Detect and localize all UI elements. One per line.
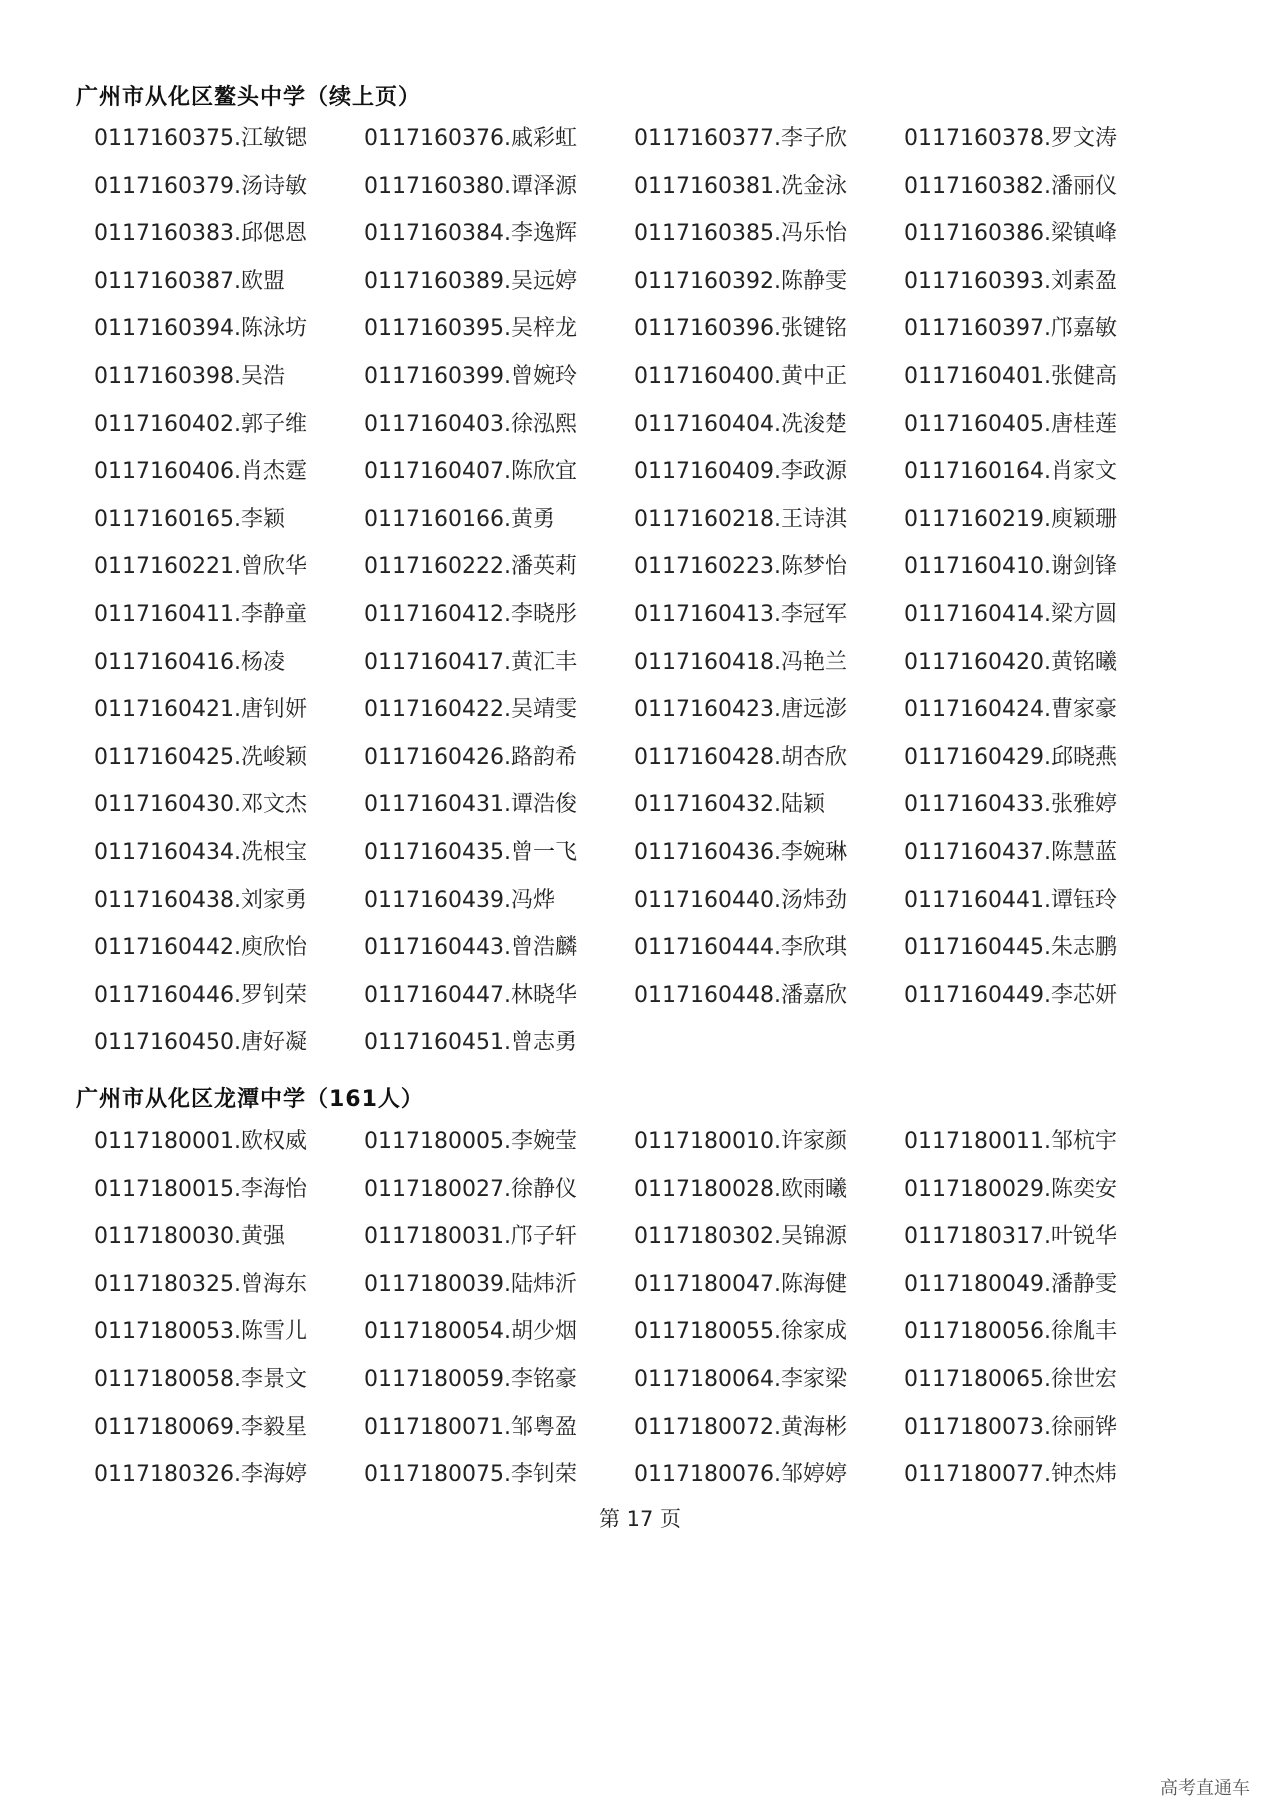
- list-item: 0117180065.徐世宏: [904, 1366, 1117, 1392]
- list-item: 0117160397.邝嘉敏: [904, 316, 1117, 342]
- list-item: 0117160399.曾婉玲: [364, 363, 577, 389]
- list-row: [94, 1175, 1214, 1223]
- list-item: 0117180028.欧雨曦: [634, 1176, 847, 1202]
- list-item: 0117160412.李晓彤: [364, 601, 577, 627]
- list-row: [94, 314, 1214, 362]
- list-item: 0117160434.冼根宝: [94, 839, 307, 865]
- list-item: 0117160410.谢剑锋: [904, 554, 1117, 580]
- list-item: 0117180054.胡少烟: [364, 1319, 577, 1345]
- list-item: 0117160449.李芯妍: [904, 982, 1117, 1008]
- list-row: [94, 124, 1214, 172]
- list-item: 0117160377.李子欣: [634, 126, 847, 151]
- section-title-longtan: 广州市从化区龙潭中学（161人）: [76, 1087, 424, 1112]
- list-item: 0117180073.徐丽铧: [904, 1414, 1117, 1440]
- list-row: [94, 1127, 1214, 1175]
- list-item: 0117160428.胡杏欣: [634, 744, 847, 770]
- list-item: 0117180325.曾海东: [94, 1271, 307, 1297]
- list-item: 0117160432.陆颖: [634, 792, 825, 818]
- list-item: 0117160376.戚彩虹: [364, 126, 577, 151]
- list-row: [94, 648, 1214, 696]
- list-item: 0117180072.黄海彬: [634, 1414, 847, 1440]
- list-item: 0117180077.钟杰炜: [904, 1462, 1117, 1488]
- list-item: 0117160378.罗文涛: [904, 126, 1117, 151]
- list-item: 0117160438.刘家勇: [94, 887, 307, 913]
- list-item: 0117160406.肖杰霆: [94, 459, 307, 485]
- list-row: [94, 1317, 1214, 1365]
- list-item: 0117160450.唐好凝: [94, 1030, 307, 1056]
- list-item: 0117160440.汤炜劲: [634, 887, 847, 913]
- page-number: 第 17 页: [598, 1507, 682, 1531]
- list-row: [94, 1460, 1214, 1508]
- list-row: [94, 505, 1214, 553]
- list-item: 0117180075.李钊荣: [364, 1462, 577, 1488]
- list-item: 0117160381.冼金泳: [634, 173, 847, 199]
- list-row: [94, 219, 1214, 267]
- list-item: 0117160222.潘英莉: [364, 554, 577, 580]
- list-item: 0117180049.潘静雯: [904, 1271, 1117, 1297]
- list-item: 0117160436.李婉琳: [634, 839, 847, 865]
- list-item: 0117160421.唐钊妍: [94, 697, 307, 723]
- list-item: 0117180058.李景文: [94, 1366, 307, 1392]
- list-item: 0117160379.汤诗敏: [94, 173, 307, 199]
- list-item: 0117160445.朱志鹏: [904, 935, 1117, 961]
- list-item: 0117160448.潘嘉欣: [634, 982, 847, 1008]
- list-item: 0117180317.叶锐华: [904, 1224, 1117, 1250]
- list-item: 0117180302.吴锦源: [634, 1224, 847, 1250]
- list-item: 0117160451.曾志勇: [364, 1030, 577, 1056]
- list-item: 0117180056.徐胤丰: [904, 1319, 1117, 1345]
- list-item: 0117160430.邓文杰: [94, 792, 307, 818]
- list-item: 0117160435.曾一飞: [364, 839, 577, 865]
- list-row: [94, 410, 1214, 458]
- list-item: 0117160400.黄中正: [634, 363, 847, 389]
- section-title-aotou: 广州市从化区鳌头中学（续上页）: [76, 85, 422, 110]
- list-item: 0117180069.李毅星: [94, 1414, 307, 1440]
- list-item: 0117160414.梁方圆: [904, 601, 1117, 627]
- list-row: [94, 1413, 1214, 1461]
- list-item: 0117160401.张健高: [904, 363, 1117, 389]
- watermark: 高考直通车: [1160, 1778, 1250, 1799]
- list-item: 0117160441.谭钰玲: [904, 887, 1117, 913]
- list-item: 0117160423.唐远澎: [634, 697, 847, 723]
- list-item: 0117160394.陈泳坊: [94, 316, 307, 342]
- list-item: 0117160425.冼峻颖: [94, 744, 307, 770]
- list-row: [94, 886, 1214, 934]
- list-item: 0117180059.李铭豪: [364, 1366, 577, 1392]
- list-row: [94, 743, 1214, 791]
- list-row: [94, 362, 1214, 410]
- list-item: 0117160411.李静童: [94, 601, 307, 627]
- list-row: [94, 457, 1214, 505]
- list-item: 0117160420.黄铭曦: [904, 649, 1117, 675]
- list-item: 0117160437.陈慧蓝: [904, 839, 1117, 865]
- list-item: 0117160446.罗钊荣: [94, 982, 307, 1008]
- list-item: 0117160164.肖家文: [904, 459, 1117, 485]
- list-row: [94, 981, 1214, 1029]
- list-item: 0117180055.徐家成: [634, 1319, 847, 1345]
- list-item: 0117160447.林晓华: [364, 982, 577, 1008]
- list-item: 0117160429.邱晓燕: [904, 744, 1117, 770]
- list-item: 0117160221.曾欣华: [94, 554, 307, 580]
- list-item: 0117160389.吴远婷: [364, 268, 577, 294]
- list-item: 0117160405.唐桂莲: [904, 411, 1117, 437]
- list-item: 0117160396.张键铭: [634, 316, 847, 342]
- list-item: 0117160442.庾欣怡: [94, 935, 307, 961]
- list-item: 0117160384.李逸辉: [364, 221, 577, 247]
- list-item: 0117160417.黄汇丰: [364, 649, 577, 675]
- list-item: 0117160387.欧盟: [94, 268, 285, 294]
- list-row: [94, 1028, 1214, 1076]
- list-item: 0117180015.李海怡: [94, 1176, 307, 1202]
- list-item: 0117180031.邝子轩: [364, 1224, 577, 1250]
- list-item: 0117160393.刘素盈: [904, 268, 1117, 294]
- list-item: 0117160409.李政源: [634, 459, 847, 485]
- list-item: 0117180030.黄强: [94, 1224, 285, 1250]
- list-item: 0117180039.陆炜沂: [364, 1271, 577, 1297]
- name-list-longtan: [94, 1127, 1214, 1508]
- list-row: [94, 1222, 1214, 1270]
- list-row: [94, 1365, 1214, 1413]
- list-item: 0117160218.王诗淇: [634, 506, 847, 532]
- list-item: 0117160422.吴靖雯: [364, 697, 577, 723]
- list-row: [94, 600, 1214, 648]
- list-item: 0117180047.陈海健: [634, 1271, 847, 1297]
- list-item: 0117160418.冯艳兰: [634, 649, 847, 675]
- list-item: 0117160424.曹家豪: [904, 697, 1117, 723]
- list-item: 0117160444.李欣琪: [634, 935, 847, 961]
- list-item: 0117160403.徐泓熙: [364, 411, 577, 437]
- list-row: [94, 172, 1214, 220]
- list-item: 0117160443.曾浩麟: [364, 935, 577, 961]
- list-item: 0117180071.邹粤盈: [364, 1414, 577, 1440]
- list-item: 0117180011.邹杭宇: [904, 1129, 1117, 1154]
- list-item: 0117160223.陈梦怡: [634, 554, 847, 580]
- list-item: 0117160219.庾颖珊: [904, 506, 1117, 532]
- list-row: [94, 695, 1214, 743]
- list-item: 0117160392.陈静雯: [634, 268, 847, 294]
- list-item: 0117160385.冯乐怡: [634, 221, 847, 247]
- list-item: 0117160386.梁镇峰: [904, 221, 1117, 247]
- list-item: 0117160380.谭泽源: [364, 173, 577, 199]
- list-item: 0117160383.邱偲恩: [94, 221, 307, 247]
- list-row: [94, 267, 1214, 315]
- list-item: 0117160426.路韵希: [364, 744, 577, 770]
- list-item: 0117160433.张雅婷: [904, 792, 1117, 818]
- list-item: 0117160413.李冠军: [634, 601, 847, 627]
- list-row: [94, 838, 1214, 886]
- list-item: 0117180029.陈奕安: [904, 1176, 1117, 1202]
- list-item: 0117160404.冼浚楚: [634, 411, 847, 437]
- list-item: 0117160439.冯烨: [364, 887, 555, 913]
- list-item: 0117180064.李家梁: [634, 1366, 847, 1392]
- name-list-aotou: [94, 124, 1214, 1076]
- list-item: 0117160165.李颖: [94, 506, 285, 532]
- list-item: 0117180027.徐静仪: [364, 1176, 577, 1202]
- list-item: 0117160395.吴梓龙: [364, 316, 577, 342]
- list-item: 0117160402.郭子维: [94, 411, 307, 437]
- list-row: [94, 552, 1214, 600]
- list-item: 0117160407.陈欣宜: [364, 459, 577, 485]
- list-row: [94, 933, 1214, 981]
- list-item: 0117160375.江敏锶: [94, 126, 307, 151]
- list-item: 0117160382.潘丽仪: [904, 173, 1117, 199]
- list-item: 0117180005.李婉莹: [364, 1129, 577, 1154]
- list-item: 0117160431.谭浩俊: [364, 792, 577, 818]
- list-item: 0117180076.邹婷婷: [634, 1462, 847, 1488]
- list-item: 0117160398.吴浩: [94, 363, 285, 389]
- list-row: [94, 1270, 1214, 1318]
- list-item: 0117160166.黄勇: [364, 506, 555, 532]
- list-item: 0117180010.许家颜: [634, 1129, 847, 1154]
- list-item: 0117180326.李海婷: [94, 1462, 307, 1488]
- list-item: 0117160416.杨凌: [94, 649, 285, 675]
- list-row: [94, 790, 1214, 838]
- list-item: 0117180053.陈雪儿: [94, 1319, 307, 1345]
- list-item: 0117180001.欧权威: [94, 1129, 307, 1154]
